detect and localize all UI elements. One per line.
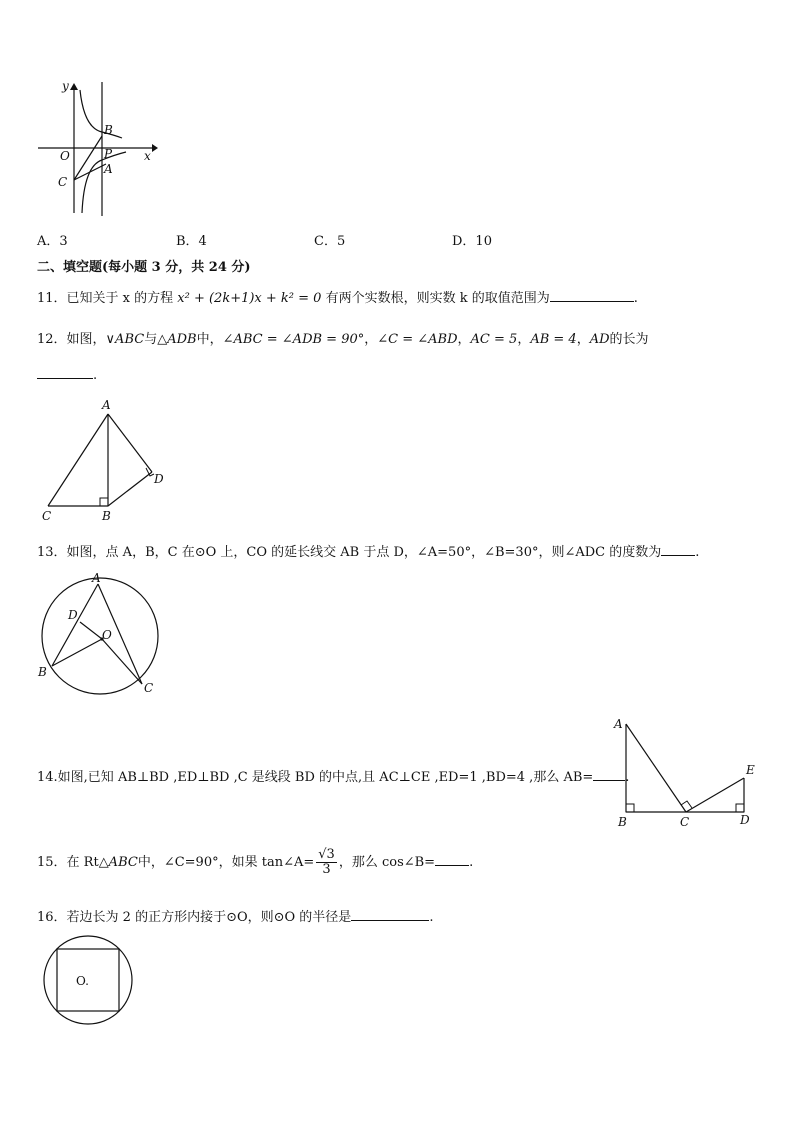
q15-end: . xyxy=(469,855,474,870)
fig12-label-c: C xyxy=(42,509,52,523)
q15-text-b: 中，∠C=90°，如果 tan∠A= xyxy=(137,855,315,870)
q15-text-a: 15．在 Rt xyxy=(37,855,99,870)
option-d: D．10 xyxy=(452,234,492,249)
fig14-label-b: B xyxy=(618,815,627,829)
q12-sep-4: ， xyxy=(576,332,590,347)
fig13-label-d: D xyxy=(68,608,78,622)
q15-triangle: △ABC xyxy=(98,855,138,870)
q11-prefix: 11．已知关于 x 的方程 xyxy=(37,291,174,306)
point-label-c: C xyxy=(58,175,68,189)
option-b: B．4 xyxy=(176,234,207,249)
option-a: A．3 xyxy=(37,234,68,249)
fig14-label-e: E xyxy=(746,763,755,777)
q12-condition-1: ∠ABC = ∠ADB = 90° xyxy=(222,332,365,347)
q12-text-c: 中， xyxy=(196,332,223,347)
q16-answer-blank xyxy=(351,908,429,921)
fig13-label-o: O xyxy=(102,628,112,642)
q12-sep-2: ， xyxy=(457,332,471,347)
question-16 xyxy=(37,906,433,925)
q16-end: . xyxy=(429,910,434,925)
q11-end: . xyxy=(633,291,638,306)
figure-13 xyxy=(36,572,166,698)
q12-condition-3: AC = 5 xyxy=(470,332,518,347)
q14-text: 14.如图,已知 AB⊥BD ,ED⊥BD ,C 是线段 BD 的中点,且 AC⊥CE ,ED=1 ,BD=4 ,那么 AB= xyxy=(37,770,594,785)
q15-fraction xyxy=(316,848,337,877)
fig12-label-d: D xyxy=(154,472,164,486)
fig13-label-c: C xyxy=(144,681,154,695)
axis-label-y: y xyxy=(62,79,69,93)
question-12 xyxy=(37,328,649,347)
fig13-label-b: B xyxy=(38,665,47,679)
fig14-label-d: D xyxy=(740,813,750,827)
axis-label-x: x xyxy=(144,149,151,163)
point-label-a: A xyxy=(104,162,113,176)
q12-sep-1: ， xyxy=(364,332,378,347)
option-c: C．5 xyxy=(314,234,346,249)
fig14-label-a: A xyxy=(614,717,623,731)
question-15 xyxy=(37,848,473,877)
q12-end: . xyxy=(93,368,98,383)
q12-triangle-adb: △ADB xyxy=(157,332,197,347)
q13-end: . xyxy=(695,545,700,560)
question-13 xyxy=(37,541,699,560)
q15-answer-blank xyxy=(435,853,469,866)
fig12-label-a: A xyxy=(102,398,111,412)
q15-fraction-denominator: 3 xyxy=(322,862,331,877)
fig14-label-c: C xyxy=(680,815,690,829)
q12-ask: 的长为 xyxy=(609,332,649,347)
q12-answer-line xyxy=(37,366,97,383)
question-11 xyxy=(37,287,638,306)
section-heading: 二、填空题(每小题 3 分，共 24 分) xyxy=(37,260,251,275)
q12-ask-var: AD xyxy=(589,332,610,347)
q12-answer-blank xyxy=(37,366,93,379)
q15-text-c: ，那么 cos∠B= xyxy=(338,855,436,870)
figure-16 xyxy=(40,934,136,1028)
q13-answer-blank xyxy=(661,543,695,556)
graph-figure xyxy=(30,78,160,218)
point-label-b: B xyxy=(104,123,113,137)
fig12-label-b: B xyxy=(102,509,111,523)
fig13-label-a: A xyxy=(92,572,101,585)
q11-equation: x² + (2k+1)x + k² = 0 xyxy=(177,291,322,306)
q12-sep-3: ， xyxy=(517,332,531,347)
q15-fraction-numerator: √3 xyxy=(318,847,335,862)
q12-condition-4: AB = 4 xyxy=(530,332,577,347)
origin-label: O xyxy=(60,149,70,163)
q12-text-b: 与 xyxy=(144,332,158,347)
point-label-p: P xyxy=(104,147,113,161)
figure-12 xyxy=(36,396,176,524)
question-14 xyxy=(37,766,629,785)
q16-text: 16．若边长为 2 的正方形内接于⊙O，则⊙O 的半径是 xyxy=(37,910,352,925)
q13-text: 13．如图，点 A，B，C 在⊙O 上，CO 的延长线交 AB 于点 D，∠A=50°，∠B=30°，则∠ADC 的度数为 xyxy=(37,545,662,560)
q14-end: . xyxy=(625,770,630,785)
q12-condition-2: ∠C = ∠ABD xyxy=(377,332,458,347)
q11-answer-blank xyxy=(550,289,634,302)
q12-triangle-abc: ∨ABC xyxy=(105,332,145,347)
q12-text-a: 12．如图， xyxy=(37,332,106,347)
figure-14 xyxy=(612,712,762,830)
q11-suffix: 有两个实数根，则实数 k 的取值范围为 xyxy=(325,291,550,306)
fig16-label-o: O. xyxy=(76,974,89,988)
